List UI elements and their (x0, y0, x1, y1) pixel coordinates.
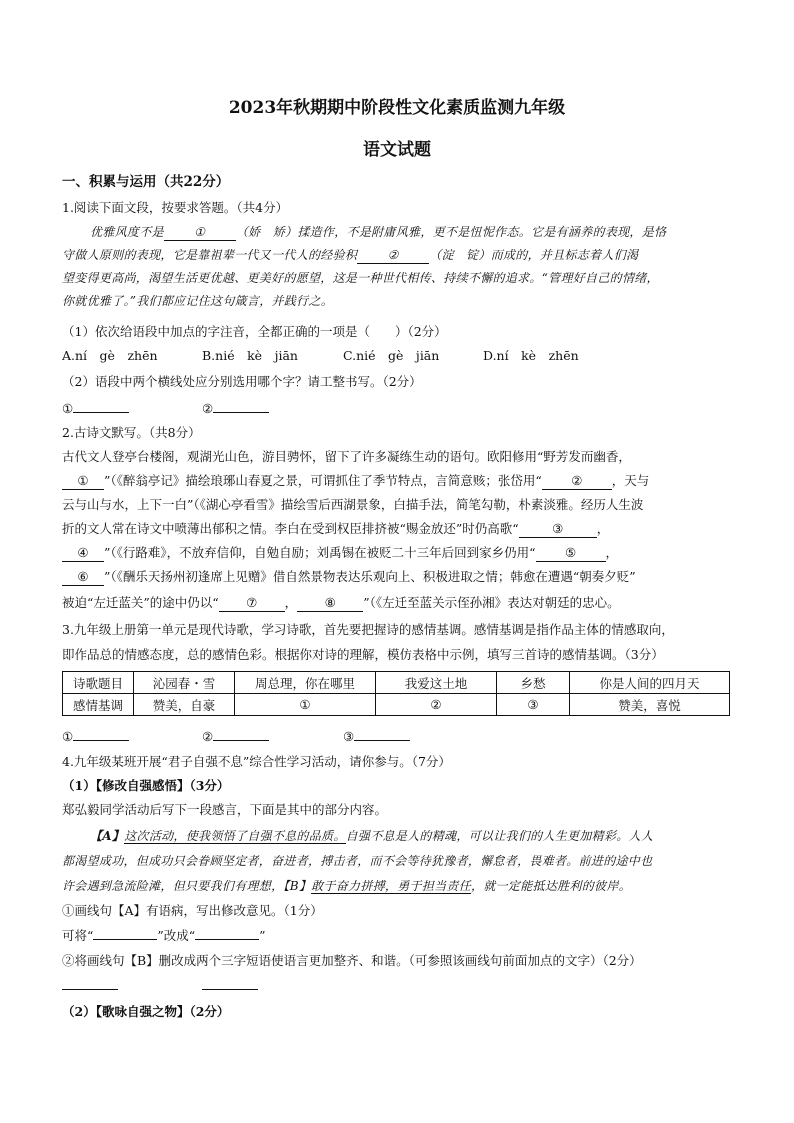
q4-item1-answer (62, 926, 740, 946)
q1-heading: 1.阅读下面文段，按要求答题。（共4分） (62, 200, 289, 215)
answer-blank-2[interactable] (213, 412, 269, 413)
answer-label-1: ① (62, 401, 74, 416)
q4-intro: 郑弘毅同学活动后写下一段感言，下面是其中的部分内容。 (62, 802, 388, 817)
q2-line5 (62, 543, 740, 563)
poem-blank-5[interactable]: ⑤ (536, 545, 606, 562)
answer-label: ② (202, 729, 214, 744)
text: ，天与 (611, 473, 650, 488)
table-cell: 乡愁 (497, 672, 570, 694)
text: ” (259, 928, 266, 943)
table-cell: 我爱这土地 (376, 672, 497, 694)
q2-line2 (62, 471, 740, 491)
q2-line1: 古代文人登亭台楼阁，观湖光山色，游目骋怀，留下了许多凝练生动的语句。欧阳修用“野芳发而幽香， (62, 449, 631, 464)
text: （2）【歌咏自强之物】（2分） (62, 1004, 230, 1019)
text: 自强不息是人的精魂，可以让我们的人生更加精彩。人人 (345, 829, 654, 843)
text: （1）【修改自强感悟】（3分） (62, 778, 230, 793)
table-cell[interactable]: ③ (497, 694, 570, 716)
q4-heading: 4.九年级某班开展“君子自强不息”综合性学习活动，请你参与。（7分） (62, 754, 451, 769)
text: ， (596, 521, 610, 536)
blank-2[interactable]: ② (357, 247, 429, 264)
table-row (63, 672, 730, 694)
poem-blank-4[interactable]: ④ (62, 545, 104, 562)
table-cell: 周总理，你在哪里 (235, 672, 376, 694)
revise-from-blank[interactable] (93, 939, 157, 940)
text: 折的文人常在诗文中喷薄出郁积之情。李白在受到权臣排挤被“赐金放还”时仍高歌“ (62, 521, 519, 536)
underlined-sentence-a: 这次活动，使我领悟了自强不息的品质。 (124, 829, 346, 843)
text: 许会遇到急流险滩，但只要我们有理想，【B】 (62, 879, 312, 893)
option-c[interactable]: C.nié gè jiān (343, 348, 440, 363)
poem-blank-2[interactable]: ② (542, 473, 612, 490)
table-cell: 感情基调 (63, 694, 134, 716)
q2-line3: 云与山与水，上下一白”（《湖心亭看雪》描绘雪后西湖景象，白描手法，简笔勾勒，朴素淡雅。经历人生波 (62, 497, 644, 512)
q3-heading-1: 3.九年级上册第一单元是现代诗歌，学习诗歌，首先要把握诗的感情基调。感情基调是指作品主体的情感取向， (62, 622, 674, 637)
text: （淀 锭）而成的，并且标志着人们渴 (429, 248, 639, 262)
text: ”（《行路难》，不放弃信仰，自勉自励；刘禹锡在被贬二十三年后回到家乡仍用“ (104, 545, 536, 560)
poem-blank-1[interactable]: ① (62, 473, 104, 490)
poem-blank-6[interactable]: ⑥ (62, 569, 104, 586)
phrase-blank-1[interactable] (62, 989, 118, 990)
option-a[interactable]: A.ní gè zhēn (62, 348, 158, 363)
text: ”改成“ (157, 928, 196, 943)
q3-answer-line (62, 727, 740, 747)
answer-blank[interactable] (73, 740, 129, 741)
marker-a: 【A】 (90, 829, 125, 843)
text: ，就一定能抵达胜利的彼岸。 (471, 879, 631, 893)
section-heading: 一、积累与运用（共22分） (62, 174, 230, 190)
page-title: 2023年秋期期中阶段性文化素质监测九年级 (228, 98, 566, 118)
table-cell: 赞美，喜悦 (570, 694, 730, 716)
q1-passage-line4: 你就优雅了。”我们都应记住这句箴言，并践行之。 (62, 294, 334, 308)
table-cell: 你是人间的四月天 (570, 672, 730, 694)
option-b[interactable]: B.nié kè jiān (202, 348, 298, 363)
underlined-sentence-b: 敢于奋力拼搏，勇于担当责任 (311, 879, 472, 893)
blank-1[interactable]: ① (164, 224, 236, 241)
page-subtitle: 语文试题 (363, 140, 431, 160)
q1-answer-line (62, 399, 740, 419)
q1-passage-line3: 望变得更高尚，渴望生活更优越、更美好的愿望，这是一种世代相传、持续不懈的追求。“管理好自己的情绪， (62, 271, 659, 285)
q3-heading-2: 即作品总的情感态度，总的感情色彩。根据你对诗的理解，模仿表格中示例，填写三首诗的感情基调。（3分） (62, 647, 664, 662)
text: 优雅风度不是 (90, 225, 164, 239)
answer-blank[interactable] (354, 740, 410, 741)
answer-label: ① (62, 729, 74, 744)
q4-item2: ②将画线句【B】删改成两个三字短语使语言更加整齐、和谐。（可参照该画线句前面加点的文字）（2分） (62, 953, 642, 968)
answer-label-2: ② (202, 401, 214, 416)
table-cell: 赞美，自豪 (134, 694, 235, 716)
table-cell: 诗歌题目 (63, 672, 134, 694)
text: 守做人原则的表现，它是靠祖辈一代又一代人的经验积 (62, 248, 358, 262)
answer-blank[interactable] (213, 740, 269, 741)
q1-passage-line1 (90, 222, 740, 242)
text: ”（《酬乐天扬州初逢席上见赠》借自然景物表达乐观向上、积极进取之情；韩愈在遭遇“朝奏夕贬” (104, 569, 636, 584)
text: ， (605, 545, 619, 560)
option-d[interactable]: D.ní kè zhēn (483, 348, 579, 363)
q4-passage-line3 (62, 876, 740, 896)
q4-item2-answer (62, 976, 740, 996)
q2-line6 (62, 567, 740, 587)
revise-to-blank[interactable] (195, 939, 259, 940)
table-row (63, 694, 730, 716)
answer-label: ③ (343, 729, 355, 744)
text: ”（《左迁至蓝关示侄孙湘》表达对朝廷的忠心。 (363, 595, 620, 610)
q4-passage-line1 (90, 826, 740, 846)
poem-blank-7[interactable]: ⑦ (219, 595, 285, 612)
text: ， (284, 595, 298, 610)
q2-line7 (62, 593, 740, 613)
answer-blank-1[interactable] (73, 412, 129, 413)
q1-sub1: （1）依次给语段中加点的字注音，全都正确的一项是（ ）（2分） (62, 324, 447, 339)
poem-mood-table (62, 671, 730, 716)
text: 被迫“左迁蓝关”的途中仍以“ (62, 595, 219, 610)
q1-sub2: （2）语段中两个横线处应分别选用哪个字？请工整书写。（2分） (62, 374, 422, 389)
text: （娇 矫）揉造作，不是附庸风雅，更不是忸怩作态。它是有涵养的表现，是恪 (235, 225, 667, 239)
table-cell: 沁园春・雪 (134, 672, 235, 694)
poem-blank-3[interactable]: ③ (519, 521, 597, 538)
q2-line4 (62, 519, 740, 539)
phrase-blank-2[interactable] (202, 989, 258, 990)
text: ”（《醉翁亭记》描绘琅琊山春夏之景，可谓抓住了季节特点，言简意赅；张岱用“ (104, 473, 542, 488)
q4-sub2 (62, 1002, 740, 1022)
q4-sub1 (62, 776, 740, 796)
table-cell[interactable]: ② (376, 694, 497, 716)
q2-heading: 2.古诗文默写。（共8分） (62, 425, 201, 440)
q1-passage-line2 (62, 245, 740, 265)
q4-passage-line2: 都渴望成功，但成功只会眷顾坚定者，奋进者，搏击者，而不会等待犹豫者，懈怠者，畏难者。前进的途中也 (62, 854, 653, 868)
table-cell[interactable]: ① (235, 694, 376, 716)
q4-item1: ①画线句【A】有语病，写出修改意见。（1分） (62, 903, 323, 918)
poem-blank-8[interactable]: ⑧ (297, 595, 363, 612)
text: 可将“ (62, 928, 94, 943)
